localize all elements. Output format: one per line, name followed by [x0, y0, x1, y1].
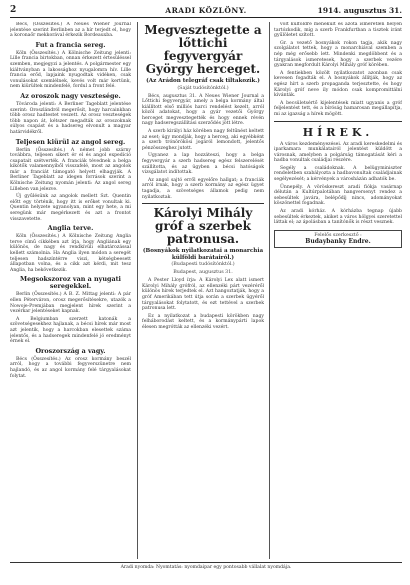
column-rule-1	[137, 22, 138, 559]
paragraph: Ugyanez a lap hozzáteszi, hogy a belga fegyvergyár a szerb hadsereg egész felszerelését szállította, és az ügyben a bécsi hatóságok vizsgálatot indítottak.	[142, 153, 264, 176]
source-line: (Saját tudósítónktól.)	[177, 85, 229, 91]
headline-russian-losses: Az oroszok nagy vesztesége.	[20, 91, 121, 100]
paragraph: Bécs (Összesítés.) Az orosz kormány beszél arról, hogy a további fegyverszünetre nem hajlandó, és az angol kormány felé tárgyalásokat folytat.	[10, 356, 131, 379]
second-headline: Károlyi Mihály gróf a szerbek patronusa.	[153, 206, 253, 247]
news-item: Ünnepély. A vöröskereszt aradi fiókja vasárnap délután a Kultúrpalotában hangversenyt rendez a sebesültek javára, belépődíj nincs, adományokat köszönettel fogadnak.	[274, 184, 402, 207]
column-2	[142, 22, 264, 559]
paragraph: A becsületsértő kijelentések miatt ugyanis a gróf feljelentést tett, és a bíróság hamarosan megállapítja, mi az igazság a hírek mögött.	[274, 100, 402, 117]
headline-western-armies: Megsokszoroz van a nyugati seregekkel.	[20, 275, 121, 291]
column-rule-2	[269, 22, 270, 559]
paragraph: Köln (Összesítés.) A Kölnische Zeitung Anglia terve című cikkében azt írja, hogy Angliának egy különös, de nagy és rendkívüli elhatározással kellett számolnia. Ha Anglia ilyen módon a seregét teljesen hadszíntérre viszi, kétségbeesett állapotban volna, és a cikk azt kérdi, mit tesz Anglia, ha bekövetkezik.	[10, 234, 131, 273]
paragraph: Ez a nyilatkozat a budapesti körökben nagy felháborodást keltett, és a kormánypárti lapok élesen megrótták az ellenzéki vezért.	[142, 313, 264, 330]
headline-deck: (Bosnyákok nyilatkozatai a monarchia külföldi barátairól.)	[142, 248, 264, 261]
main-headline: Megvesztegette a lőttichi fegyvergyár György herceget.	[144, 23, 262, 76]
column-1	[10, 22, 131, 559]
paragraph: Berlin (Összesítés.) A német jobb szárny továbbra, teljesen sikert ér el és angol expedíció csapatait szétverték. A franciák tévednek a belga kikötők valamennyiből visszafelé, most az angolok már a franciát támogató helyett elhagyják. A Berliner Tageblatt az idegen források szerint a Kölnische Zeitung nyomán jelenti: Az angol sereg Lilleben van jelezve.	[10, 147, 131, 192]
intro-paragraph: Bécs, (Összesítés.) A Neues Wiener Journal jelentése szerint Berlinben az a hír terjedt el, hogy a koronaőr mekkorával érkezik Bordeauxba.	[10, 22, 131, 39]
divider	[142, 203, 264, 204]
paragraph: Gr. a vezető bosnyákok rokon tagja, akik nagy szolgálatot tettek, hogy a monarchiával szemben a nép még erősebb lett. Mindenki megdöbbent és a tárgyalások ismeretesek, hogy a szerbek vezére gyakran megfordult Károlyi Mihály gróf körében.	[274, 40, 402, 69]
divider	[274, 121, 402, 122]
news-item: Segély a családoknak. A belügyminiszter rendeletben szabályozta a hadbavonultak családjainak segélyezését; a kérvények a városházán adhatók be.	[274, 165, 402, 183]
headline-russia: Oroszország a vagy.	[35, 346, 106, 355]
headline-french-army: Fut a francia sereg.	[35, 40, 106, 49]
editor-box	[274, 230, 402, 248]
paragraph: Berlin (Összesítés.) A B. Z. Mittag jelenti: A pár ellen Péterváron, orosz megerősítésekre, utazók a Nowoje-Premjában megjelent hírek szerint a vezérkar jelentéseket kapnak.	[10, 292, 131, 315]
paragraph: A Belgiumban szerzett katonák a szövetségesekhez hajlanak, a bécsi hírek már most azt jelentik, hogy a harcokban elesettek száma jelentős, és a hadseregek mindenfelé jó eredményt érnek el.	[10, 316, 131, 345]
issue-date: 1914. augusztus 31.	[317, 6, 402, 15]
column-3	[274, 22, 402, 559]
newspaper-page	[10, 4, 402, 580]
news-section-title: HÍREK.	[302, 125, 374, 139]
headline-english-army: Teljesen kiürül az angol sereg.	[15, 137, 126, 146]
page-footer: Aradi nyomda: Nyomtatás: nyomdaipar egy pontosabb vállalat nyomdája.	[10, 562, 402, 570]
paragraph: Bécs, augusztus 31. A Neues Wiener Journal a Lőttichi fegyvergyár, amely a belga kormány által kiállított első milliós harci rendelést kezelt, arról közöl adatokat, hogy a gyár vezetői György herceget megvesztegették és hogy ennek révén nagy hadseregszállítási szerződés jött létre.	[142, 93, 264, 127]
news-item: Az aradi kórház. A kórházba tegnap újabb sebesültek érkeztek, akiket a város hölgyei szeretettel láttak el; az ápolásban a tanítónők is részt vesznek.	[274, 209, 402, 226]
news-item: A város kezdeményezései. Az aradi kereskedelmi és iparkamara munkálatairól jelentést küldött a városnak, amelyben a polgárság támogatását kéri a hadba vonultak családjai részére.	[274, 141, 402, 164]
paragraph: Új gyűlésünk az angolok mellett Szt. Quentin előtt egy történik, hogy itt is erőket vonultak ki. Quentin helyzete ugyanolyan, mint egy hete, a mi seregünk már megérkezett és azt a frontot visszavetette.	[10, 194, 131, 222]
source-line: (Budapesti tudósítónktól.)	[171, 262, 235, 268]
paragraph: Az angol sajtó erről egyelőre hallgat; a franciák arról írnak, hogy a szerb kormány az egész ügyet tagadja, a szövetséges államok pedig nem nyilatkoztak.	[142, 177, 264, 200]
page-number: 2	[10, 5, 17, 15]
paragraph: A szerb királyi ház körében nagy feltűnést keltett az eset; úgy mondják, hogy a herceg, aki egyébként a szerb trónörökösi jogáról lemondott, jelentős pénzösszeghez jutott.	[142, 129, 264, 151]
paragraph: A fentiekben közölt nyilatkozatot azonban csak kevesen fogadták el. A bosnyákok állítják, hogy az egész hírt a szerb propaganda terjesztette, és hogy Károlyi gróf neve ily módon csak kompromittálni kívánták.	[274, 70, 402, 99]
paragraph: Köln (Összesítés.) A Kölnische Zeitung jelenti: Lille francia birtokban, onnan érkezett értesüléssel szemben, megjegyzi a jelentés. A polgármester egy kiáltványban a lakossághoz nyugalomra hív. Lille francia erőd, lapjaink nyugodtak vidéken, csak vonulásokat szemlélnek, kevés volt már kertünk, nem kiürültek mindenfelé, fordul a front felé.	[10, 50, 131, 90]
editor-name: Budaybanky Endre.	[305, 237, 371, 245]
page-header	[10, 4, 402, 18]
paragraph: Tövároda jelenti: A Berliner Tageblatt jelentése szerint: Oroszlándról megerősít, hogy harcainkban több orosz hadtestet veszett. Az orosz veszteségek több napon át, kétszer megadták az oroszoknak súlyos csapást és a hadsereg elvonult a magyar határvidékről.	[10, 101, 131, 135]
paragraph: A Pester Lloyd írja: A Károlyi Lex alatt ismert Károlyi Mihály grófról, az ellenzéki párt vezéréről különös hírek terjedtek el. Azt hangoztatják, hogy a gróf Amerikában tett útja során a szerbek ügyéről tárgyalásokat folytatott, és ezt tettével a szerbek patronusa lett.	[142, 278, 264, 312]
dateline: Budapest, augusztus 31.	[173, 270, 233, 276]
paragraph: volt külföldre menekült és azóta ismeretlen helyen tartózkodik, míg a szerb Frankfurtban a tisztek iránt gyűlöletet szított.	[274, 22, 402, 39]
paper-name: ARADI KÖZLÖNY.	[165, 6, 247, 15]
editor-label: Felelős szerkesztő :	[314, 232, 362, 238]
headline-deck: (Az Arádon telegráf csak tiltakozik.)	[146, 78, 260, 84]
headline-england-plan: Anglia terve.	[47, 224, 94, 233]
